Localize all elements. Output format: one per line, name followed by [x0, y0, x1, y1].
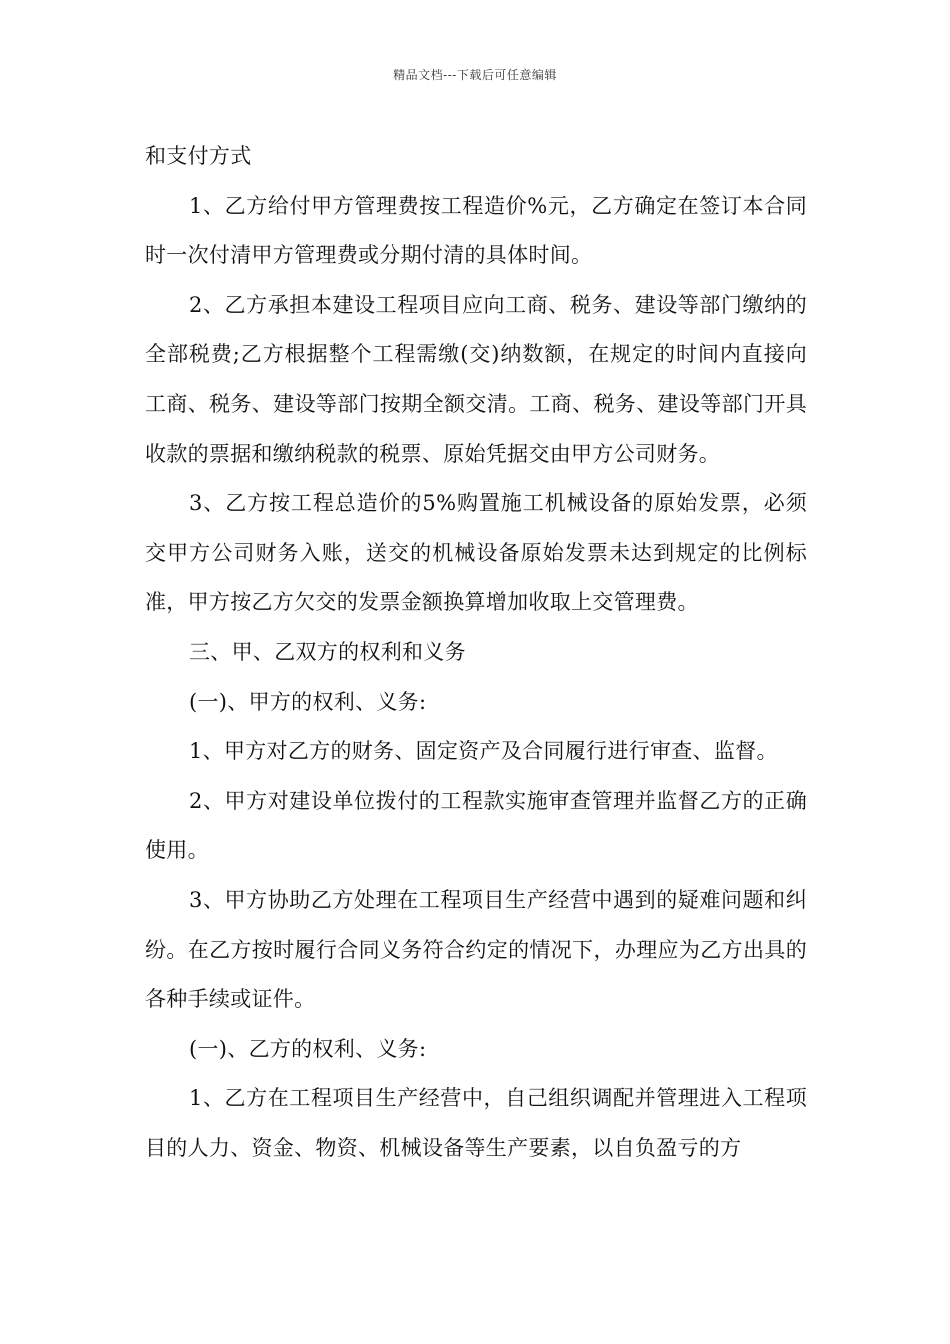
paragraph-continuation: 和支付方式 — [145, 144, 252, 168]
paragraph-party-a-item-3: 3、甲方协助乙方处理在工程项目生产经营中遇到的疑难问题和纠纷。在乙方按时履行合同义务符合约定的情况下，办理应为乙方出具的各种手续或证件。 — [145, 887, 807, 1012]
document-body — [145, 132, 807, 1173]
paragraph-clause-2: 2、乙方承担本建设工程项目应向工商、税务、建设等部门缴纳的全部税费;乙方根据整个工程需缴(交)纳数额，在规定的时间内直接向工商、税务、建设等部门按期全额交清。工商、税务、建设等部门开具收款的票据和缴纳税款的税票、原始凭据交由甲方公司财务。 — [145, 292, 807, 466]
subsection-heading-party-b: (一)、乙方的权利、义务: — [189, 1036, 427, 1061]
paragraph-clause-1: 1、乙方给付甲方管理费按工程造价%元，乙方确定在签订本合同时一次付清甲方管理费或分期付清的具体时间。 — [145, 193, 807, 268]
paragraph-clause-3: 3、乙方按工程总造价的5%购置施工机械设备的原始发票，必须交甲方公司财务入账，送交的机械设备原始发票未达到规定的比例标准，甲方按乙方欠交的发票金额换算增加收取上交管理费。 — [145, 491, 807, 615]
page-header: 精品文档---下载后可任意编辑 — [393, 68, 557, 82]
section-heading-rights-obligations: 三、甲、乙双方的权利和义务 — [189, 639, 466, 664]
subsection-heading-party-a: (一)、甲方的权利、义务: — [189, 689, 427, 714]
paragraph-party-a-item-1: 1、甲方对乙方的财务、固定资产及合同履行进行审查、监督。 — [189, 739, 778, 764]
paragraph-party-b-item-1: 1、乙方在工程项目生产经营中，自己组织调配并管理进入工程项目的人力、资金、物资、机械设备等生产要素，以自负盈亏的方 — [145, 1086, 807, 1160]
paragraph-party-a-item-2: 2、甲方对建设单位拨付的工程款实施审查管理并监督乙方的正确使用。 — [145, 788, 807, 863]
